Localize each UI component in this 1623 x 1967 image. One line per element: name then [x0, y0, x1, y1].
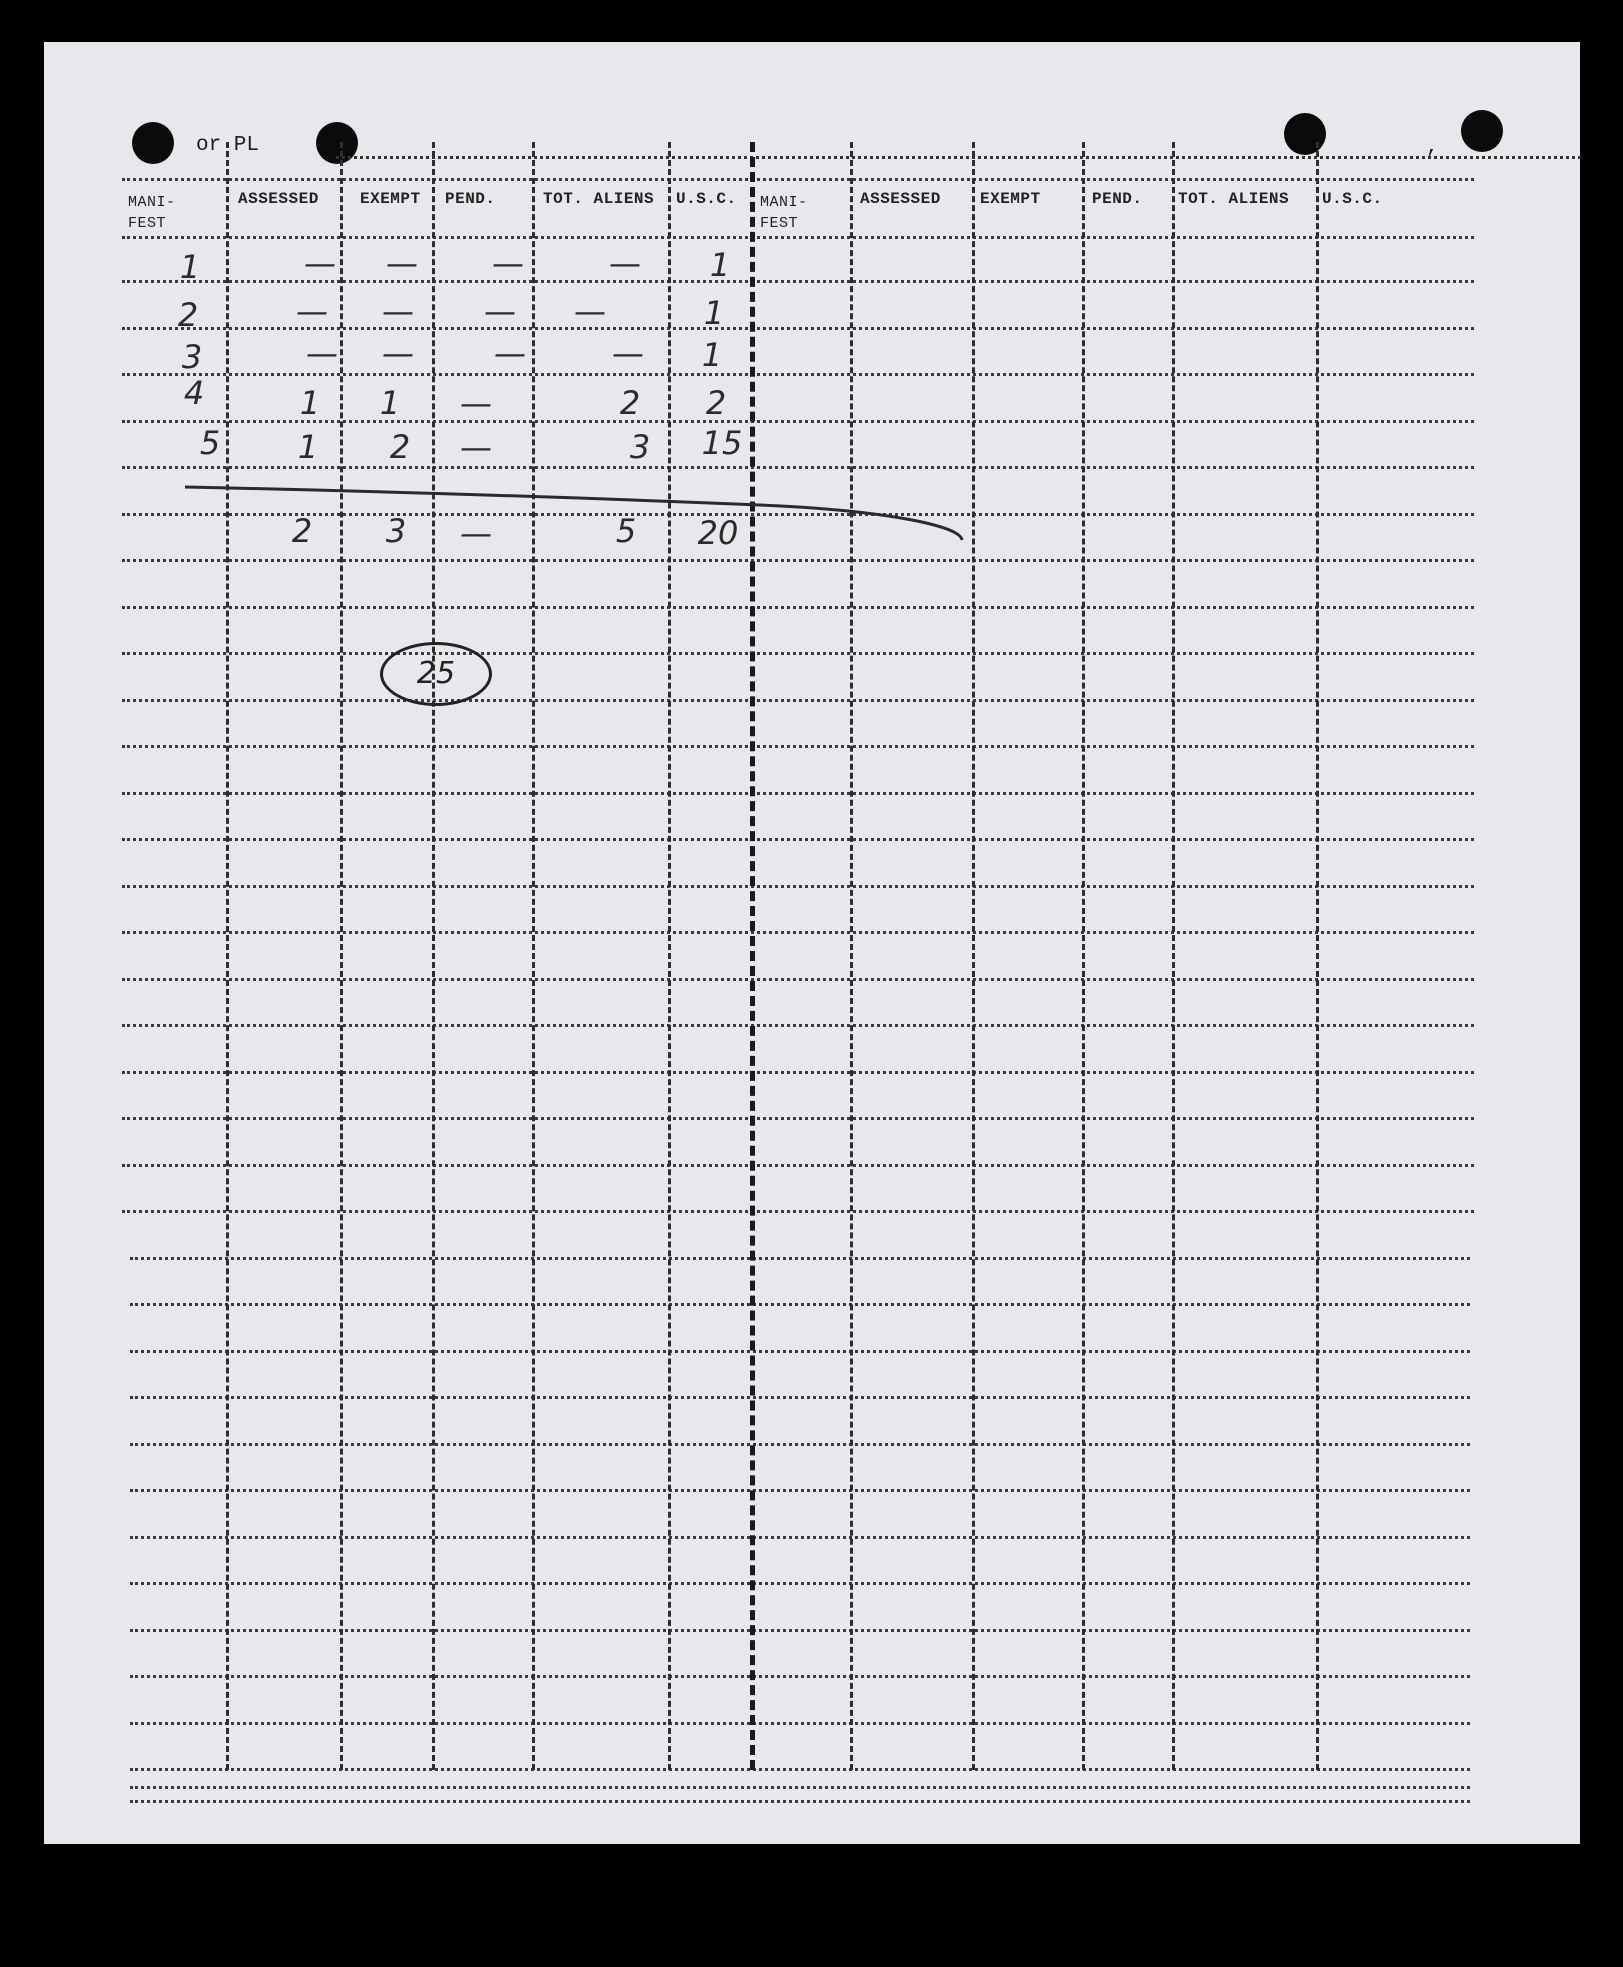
cell-tot-aliens: 2: [619, 384, 641, 422]
header-prefix: or PL: [196, 134, 260, 157]
cell-manifest: 2: [177, 296, 199, 334]
col-header-assessed-left: ASSESSED: [238, 190, 319, 208]
cell-exempt: 2: [389, 428, 411, 466]
cell-tot-aliens: —: [574, 292, 606, 330]
total-exempt: 3: [385, 512, 407, 550]
circled-grand-total: 25: [380, 642, 492, 706]
cell-exempt: —: [386, 244, 418, 282]
cell-exempt: 1: [379, 384, 401, 422]
cell-assessed: —: [296, 292, 328, 330]
cell-pend: —: [492, 244, 524, 282]
col-header-usc-right: U.S.C.: [1322, 190, 1383, 208]
cell-manifest: 1: [179, 248, 201, 286]
header-comma: ,: [1426, 136, 1439, 159]
col-header-pend-left: PEND.: [445, 190, 496, 208]
cell-pend: —: [494, 334, 526, 372]
cell-usc: 1: [701, 336, 723, 374]
cell-pend: —: [460, 384, 492, 422]
total-pend: —: [460, 514, 492, 552]
total-tot-aliens: 5: [615, 512, 637, 550]
col-header-exempt-left: EXEMPT: [360, 190, 421, 208]
total-usc: 20: [697, 514, 739, 552]
cell-manifest: 4: [183, 374, 205, 412]
col-header-exempt-right: EXEMPT: [980, 190, 1041, 208]
total-assessed: 2: [291, 512, 313, 550]
cell-pend: —: [460, 428, 492, 466]
col-header-manifest-left: MANI- FEST: [128, 194, 176, 232]
col-header-assessed-right: ASSESSED: [860, 190, 941, 208]
col-header-manifest-right: MANI- FEST: [760, 194, 808, 232]
cell-assessed: 1: [299, 384, 321, 422]
col-header-tot-aliens-right: TOT. ALIENS: [1178, 190, 1290, 208]
cell-usc: 2: [705, 384, 727, 422]
total-underline-stroke: [185, 487, 962, 540]
cell-exempt: —: [382, 292, 414, 330]
cell-assessed: —: [306, 334, 338, 372]
cell-usc: 1: [703, 294, 725, 332]
cell-tot-aliens: —: [612, 334, 644, 372]
col-header-pend-right: PEND.: [1092, 190, 1143, 208]
cell-tot-aliens: 3: [629, 428, 651, 466]
cell-assessed: —: [304, 244, 336, 282]
cell-tot-aliens: —: [609, 244, 641, 282]
cell-usc: 15: [701, 424, 743, 462]
col-header-usc-left: U.S.C.: [676, 190, 737, 208]
col-header-tot-aliens-left: TOT. ALIENS: [543, 190, 655, 208]
cell-manifest: 3: [181, 338, 203, 376]
cell-assessed: 1: [297, 428, 319, 466]
cell-pend: —: [484, 292, 516, 330]
cell-manifest: 5: [199, 424, 221, 462]
cell-usc: 1: [709, 246, 731, 284]
cell-exempt: —: [382, 334, 414, 372]
